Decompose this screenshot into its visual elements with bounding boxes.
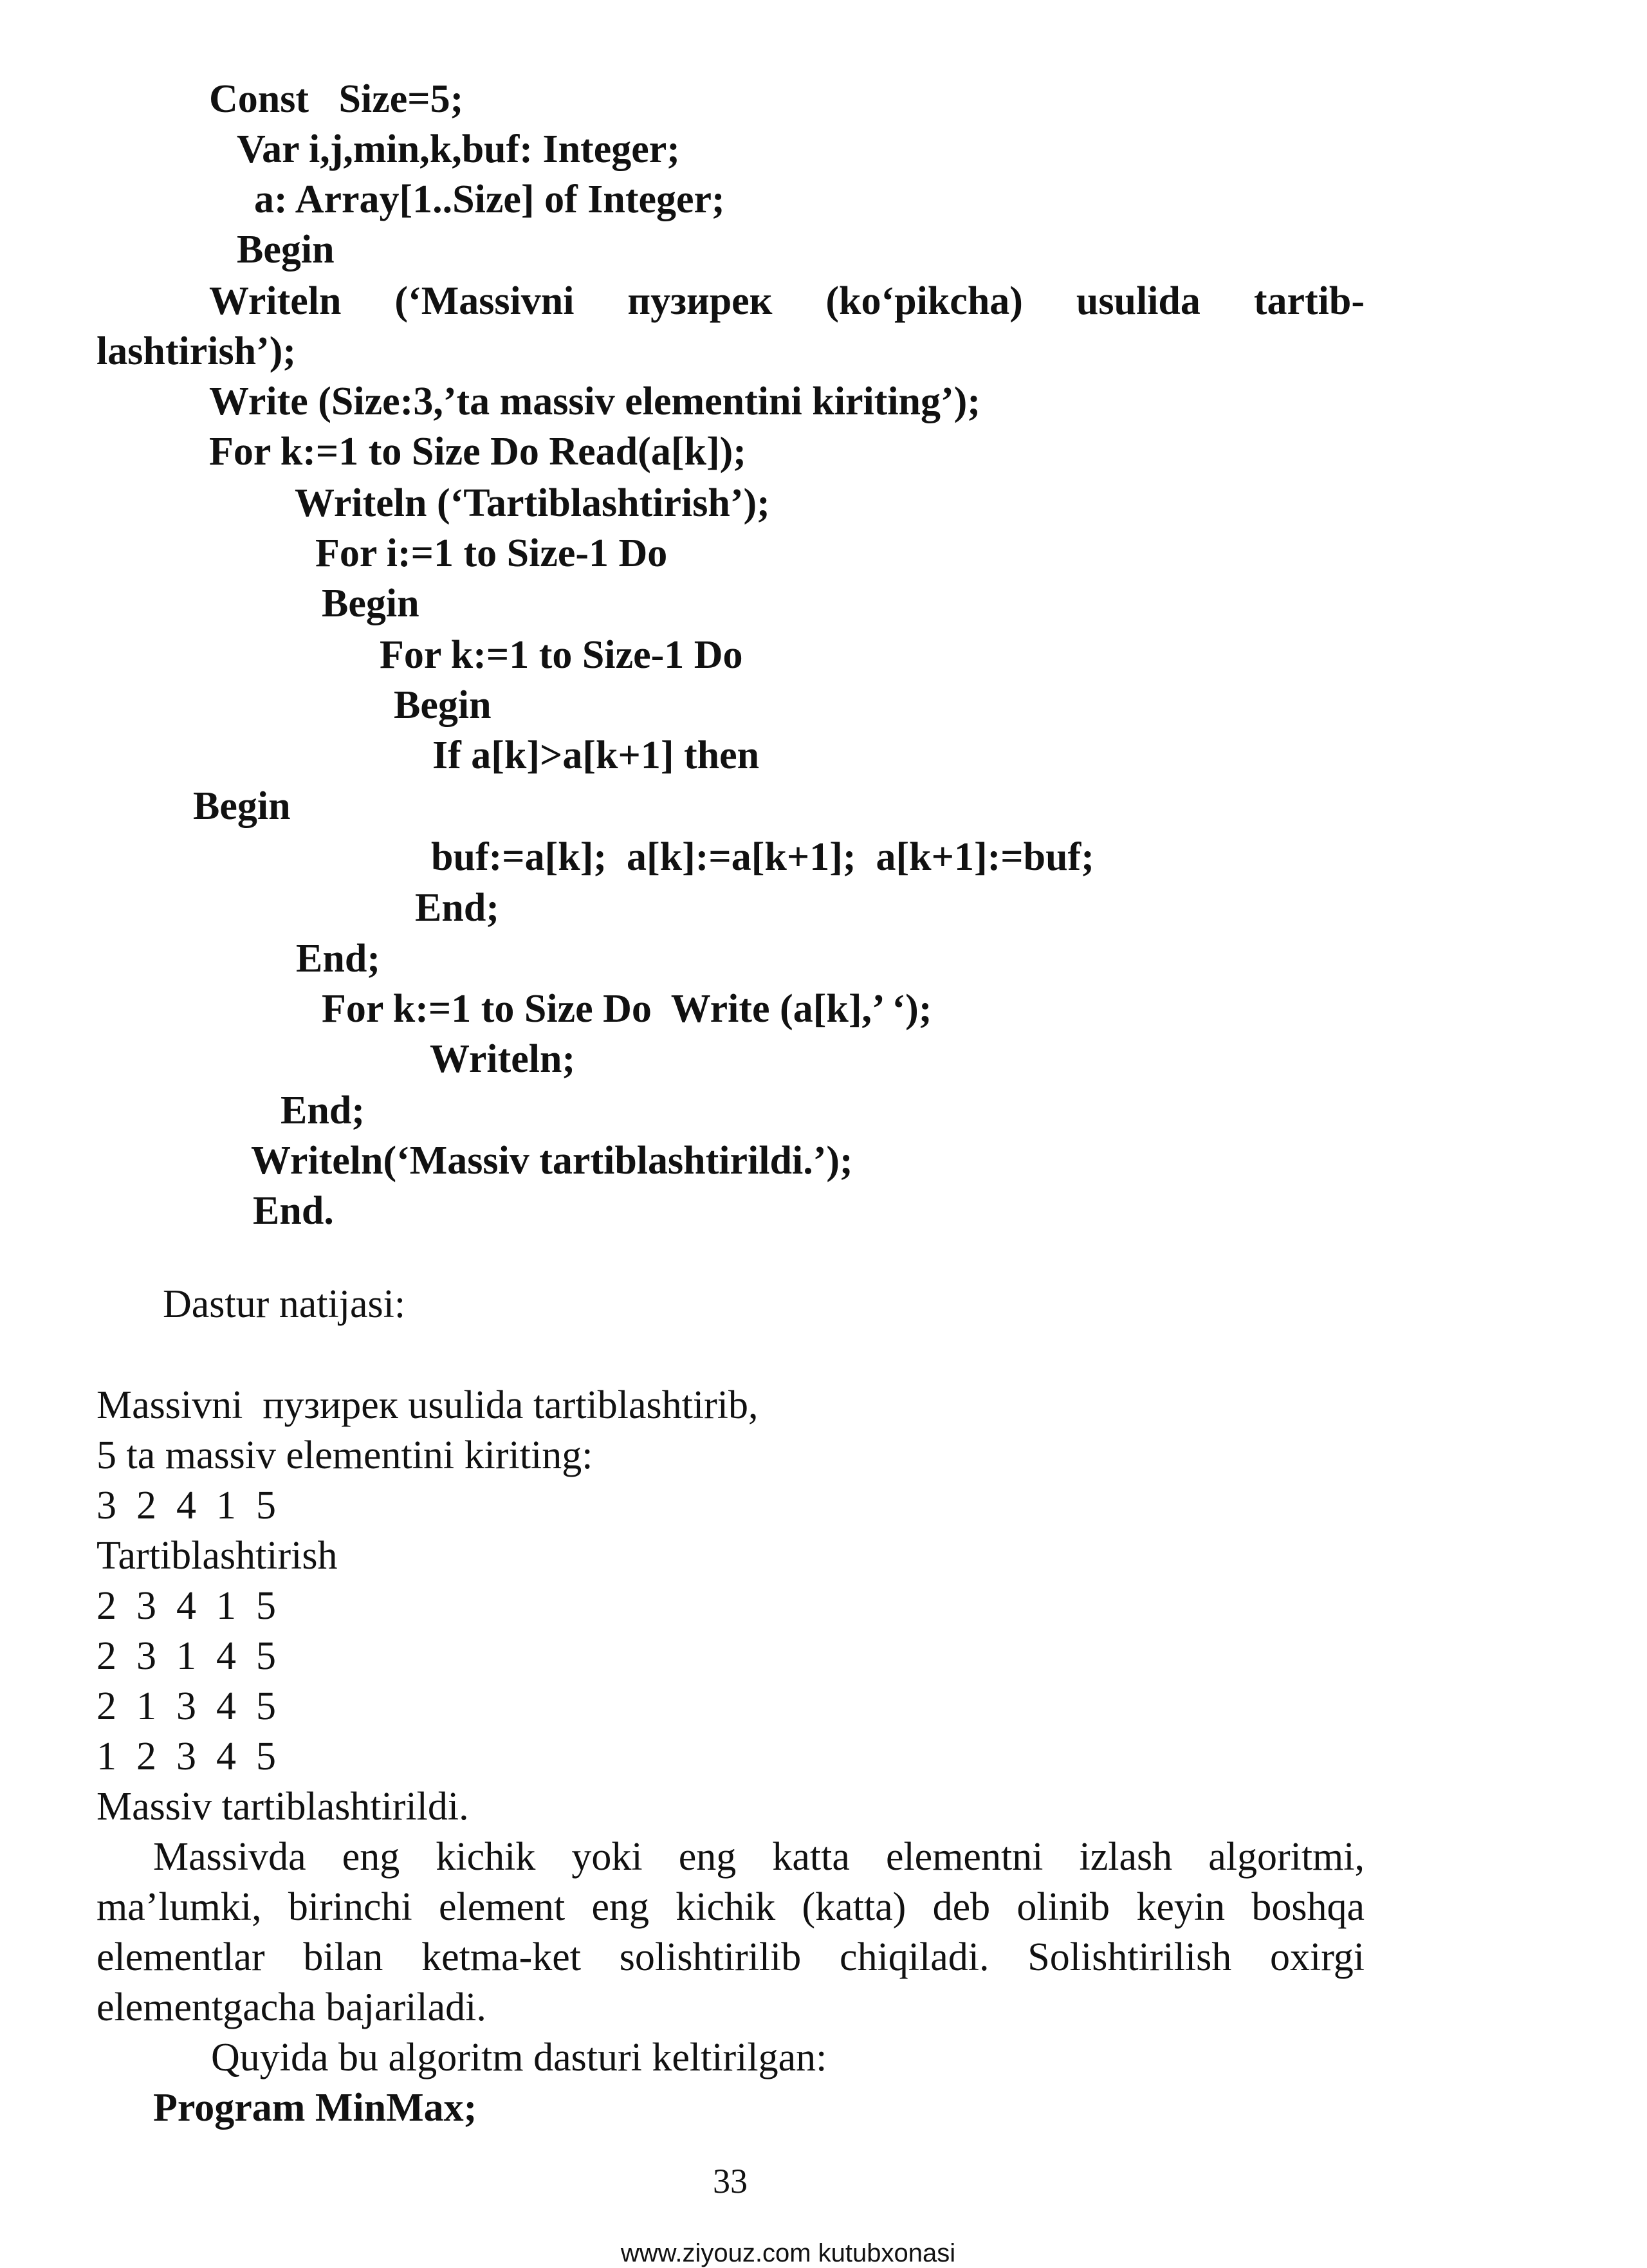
code-line-begin-inner: Begin: [394, 683, 492, 727]
code-line-if: If a[k]>a[k+1] then: [432, 733, 760, 777]
code-line-end-outer: End;: [281, 1089, 365, 1132]
intro-line: Quyida bu algoritm dasturi keltirilgan:: [211, 2036, 827, 2079]
output-line: 5 ta massiv elementini kiriting:: [97, 1434, 593, 1477]
paragraph-line: Massivda eng kichik yoki eng katta elementni izlash algoritmi,: [153, 1835, 1365, 1879]
code-line-begin: Begin: [237, 228, 335, 272]
output-line: 3 2 4 1 5: [97, 1484, 276, 1527]
result-heading: Dastur natijasi:: [163, 1282, 406, 1326]
code-line-begin-swap: Begin: [193, 784, 291, 828]
output-line: 1 2 3 4 5: [97, 1735, 276, 1778]
output-line: Tartiblashtirish: [97, 1534, 338, 1578]
paragraph-line: ma’lumki, birinchi element eng kichik (katta) deb olinib keyin boshqa: [97, 1885, 1365, 1929]
code-line-var: Var i,j,min,k,buf: Integer;: [237, 127, 680, 171]
program-header-line: Program MinMax;: [153, 2086, 477, 2130]
output-line: 2 3 1 4 5: [97, 1634, 276, 1678]
paragraph-line: elementlar bilan ketma-ket solishtirilib chiqiladi. Solishtirilish oxirgi: [97, 1935, 1365, 1979]
output-line: Massiv tartiblashtirildi.: [97, 1785, 469, 1829]
code-line-for-k: For k:=1 to Size-1 Do: [380, 633, 743, 677]
code-line-end-swap: End;: [415, 886, 499, 930]
output-line: Massivni пузирек usulida tartiblashtirib,: [97, 1383, 759, 1427]
code-line-writeln-sort: Writeln (‘Tartiblashtirish’);: [295, 481, 770, 525]
code-line-for-write: For k:=1 to Size Do Write (a[k],’ ‘);: [322, 987, 932, 1031]
paragraph-line: elementgacha bajariladi.: [97, 1986, 486, 2029]
footer-watermark: www.ziyouz.com kutubxonasi: [620, 2239, 956, 2267]
code-line-write-size: Write (Size:3,’ta massiv elementini kiriting’);: [209, 380, 980, 423]
output-line: 2 1 3 4 5: [97, 1684, 276, 1728]
code-line-array: a: Array[1..Size] of Integer;: [254, 178, 725, 221]
code-line-swap: buf:=a[k]; a[k]:=a[k+1]; a[k+1]:=buf;: [431, 835, 1094, 879]
code-line-writeln-done: Writeln(‘Massiv tartiblashtirildi.’);: [251, 1139, 853, 1183]
code-line-for-read: For k:=1 to Size Do Read(a[k]);: [209, 430, 746, 474]
code-line-const: Const Size=5;: [209, 77, 464, 121]
code-line-begin-outer: Begin: [322, 582, 419, 625]
page-number: 33: [713, 2162, 748, 2200]
code-line-writeln-newline: Writeln;: [430, 1037, 576, 1081]
code-line-end-program: End.: [253, 1189, 334, 1233]
code-line-writeln-title: Writeln (‘Massivni пузирек (ko‘pikcha) usulida tartib-: [209, 279, 1365, 323]
code-line-end-inner: End;: [296, 937, 380, 981]
output-line: 2 3 4 1 5: [97, 1584, 276, 1628]
code-line-for-i: For i:=1 to Size-1 Do: [315, 531, 668, 575]
code-line-writeln-title-cont: lashtirish’);: [97, 329, 296, 373]
